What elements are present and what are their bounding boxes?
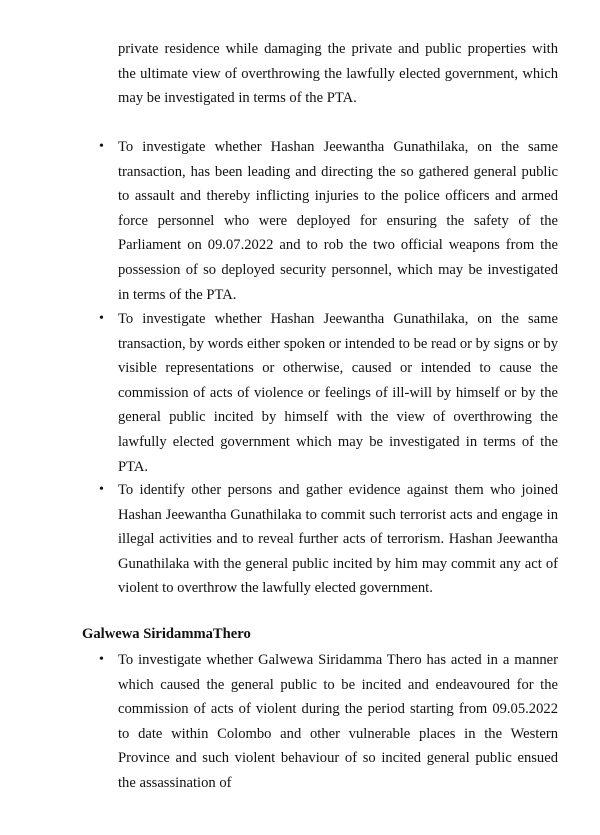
continuation-paragraph: private residence while damaging the private and public properties with the ultimate view of overthrowing the lawfully elected government, which may be investigated in terms of the PTA. xyxy=(118,41,558,107)
bullet-item-1 xyxy=(99,135,558,307)
bullet-text: To identify other persons and gather evidence against them who joined Hashan Jeewantha Gunathilaka to commit such terrorist acts and engage in illegal activities and to reveal further acts of terrorism. Hashan Jeewantha Gunathilaka with the general public incited by him may commit any act of violent to overthrow the lawfully elected government. xyxy=(118,482,558,597)
bullet-item-4 xyxy=(99,648,558,796)
bullet-icon: • xyxy=(99,482,104,497)
bullet-text: To investigate whether Galwewa Siridamma Thero has acted in a manner which caused the general public to be incited and endeavoured for the commission of acts of violent during the period starting from 09.05.2022 to date within Colombo and other vulnerable places in the Western Province and such violent behaviour of so incited general public ensued the assassination of xyxy=(118,652,558,791)
bullet-icon: • xyxy=(99,311,104,326)
bullet-text: To investigate whether Hashan Jeewantha Gunathilaka, on the same transaction, by words either spoken or intended to be read or by signs or by visible representations or otherwise, caused or intended to cause the commission of acts of violence or feelings of ill-will by himself or by the general public incited by himself with the view of overthrowing the lawfully elected government which may be investigated in terms of the PTA. xyxy=(118,311,558,475)
bullet-icon: • xyxy=(99,652,104,667)
section-heading: Galwewa SiridammaThero xyxy=(82,626,251,642)
bullet-item-2 xyxy=(99,307,558,479)
bullet-icon: • xyxy=(99,139,104,154)
bullet-text: To investigate whether Hashan Jeewantha Gunathilaka, on the same transaction, has been leading and directing the so gathered general public to assault and thereby inflicting injuries to the police officers and armed force personnel who were deployed for ensuring the safety of the Parliament on 09.07.2022 and to rob the two official weapons from the possession of so deployed security personnel, which may be investigated in terms of the PTA. xyxy=(118,139,558,303)
bullet-item-3 xyxy=(99,478,558,601)
